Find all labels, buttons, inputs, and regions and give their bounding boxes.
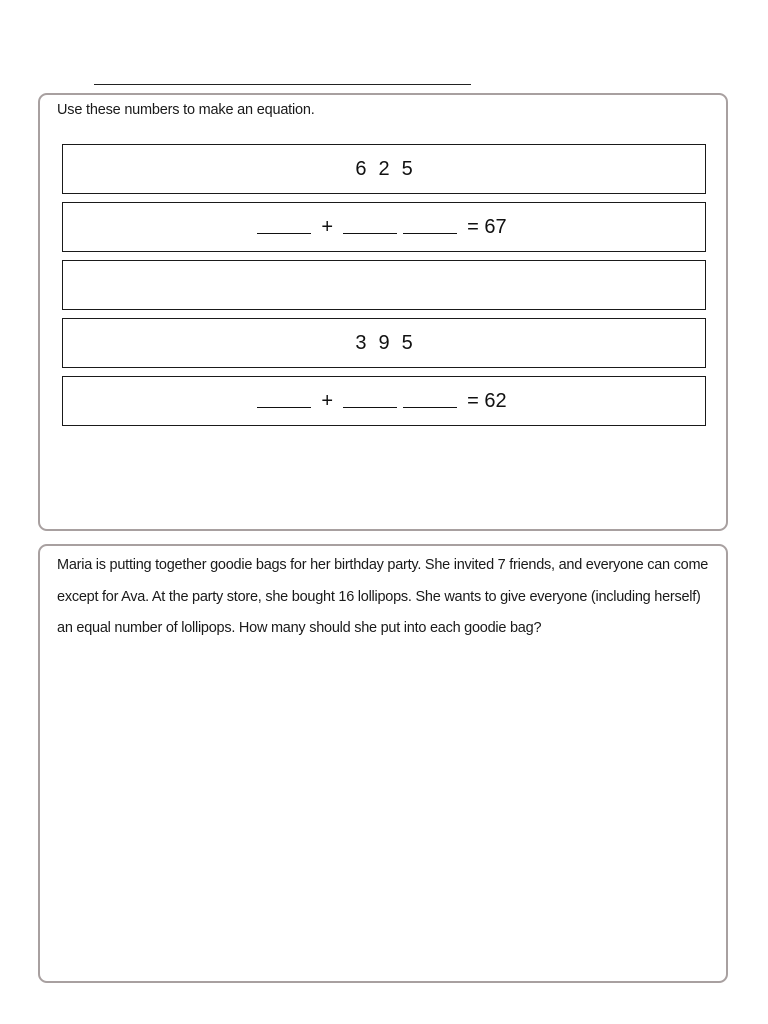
- empty-box: [62, 260, 706, 310]
- equation-box-2: [62, 376, 706, 426]
- number: 5: [401, 331, 413, 354]
- number: 2: [378, 157, 390, 180]
- name-line[interactable]: [94, 84, 471, 85]
- instruction-text: Use these numbers to make an equation.: [57, 102, 315, 118]
- number: 9: [378, 331, 390, 354]
- equation-result: = 67: [467, 215, 507, 238]
- equation-1: [257, 216, 510, 239]
- answer-blank[interactable]: [257, 407, 311, 408]
- answer-blank[interactable]: [343, 407, 397, 408]
- plus-sign: +: [321, 389, 334, 412]
- numbers-box-1: [62, 144, 706, 194]
- answer-blank[interactable]: [343, 233, 397, 234]
- number: 3: [355, 331, 367, 354]
- plus-sign: +: [321, 215, 334, 238]
- equation-panel: [38, 93, 728, 531]
- number: 5: [401, 157, 413, 180]
- answer-blank[interactable]: [257, 233, 311, 234]
- answer-blank[interactable]: [403, 407, 457, 408]
- equation-result: = 62: [467, 389, 507, 412]
- equation-box-1: [62, 202, 706, 252]
- numbers-box-2: [62, 318, 706, 368]
- answer-blank[interactable]: [403, 233, 457, 234]
- equation-2: [257, 390, 510, 413]
- word-problem-panel: [38, 544, 728, 983]
- word-problem-text: Maria is putting together goodie bags for her birthday party. She invited 7 friends, and everyone can come except for Ava. At the party store, she bought 16 lollipops. She wants to give everyone (including herself) an equal number of lollipops. How many should she put into each goodie bag?: [57, 557, 709, 636]
- number: 6: [355, 157, 367, 180]
